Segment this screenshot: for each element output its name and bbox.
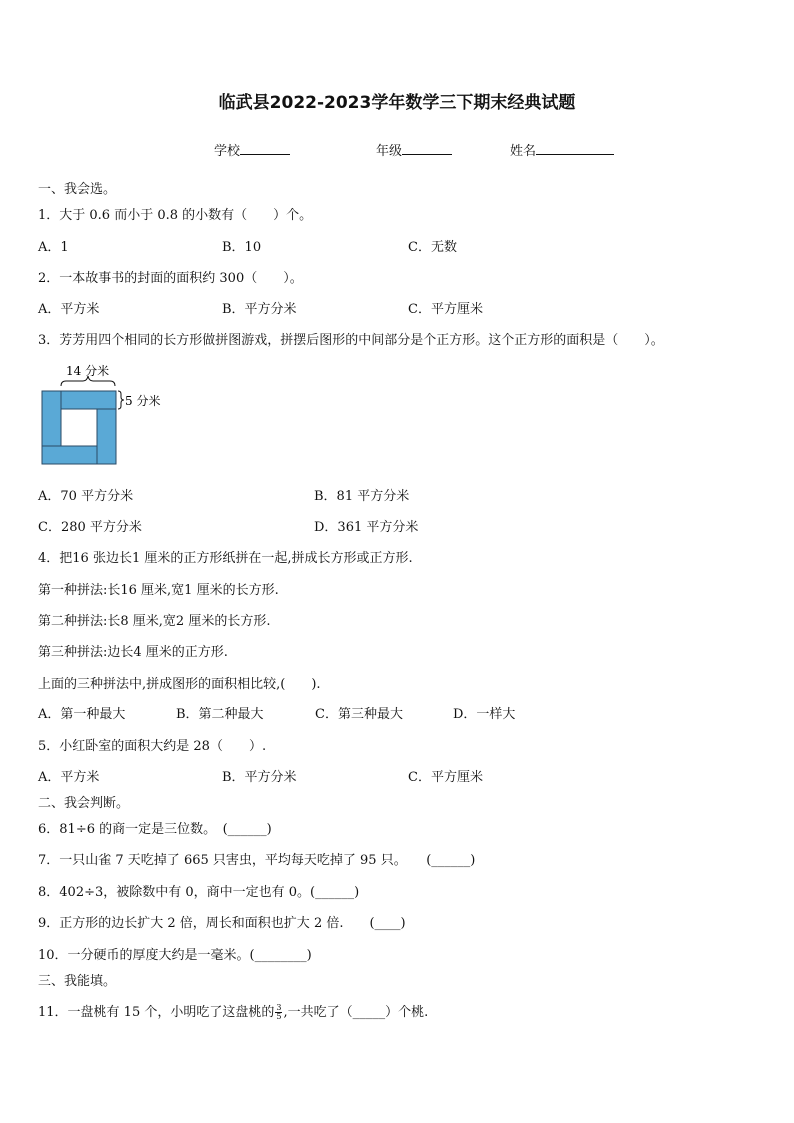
question-2: 2．一本故事书的封面的面积约 300（ ）。 [38,271,303,286]
figure-top-label: 14 分米 [66,364,110,378]
rect-top [61,391,116,409]
q3-option-a: A．70 平方分米 [38,489,134,504]
q4-method-2: 第二种拼法:长8 厘米,宽2 厘米的长方形. [38,614,271,629]
q5-option-b: B．平方分米 [222,770,297,785]
q1-option-a: A．1 [38,240,69,255]
question-6: 6．81÷6 的商一定是三位数。 (______) [38,822,272,837]
q3-option-d: D．361 平方分米 [314,520,419,535]
question-10: 10．一分硬币的厚度大约是一毫米。(________) [38,948,312,963]
q11-text-after: ,一共吃了（_____）个桃. [283,1005,429,1020]
q3-option-b: B．81 平方分米 [314,489,410,504]
school-field [214,140,290,159]
question-5: 5．小红卧室的面积大约是 28（ ）. [38,739,267,754]
grade-label: 年级 [376,144,403,159]
side-brace [118,391,124,409]
q3-figure [36,364,176,470]
question-1: 1．大于 0.6 而小于 0.8 的小数有（ ）个。 [38,208,313,223]
grade-blank [402,142,452,155]
question-11 [38,1004,428,1021]
q5-option-c: C．平方厘米 [408,770,483,785]
q5-option-a: A．平方米 [38,770,100,785]
q11-fraction [275,1004,282,1021]
question-7: 7．一只山雀 7 天吃掉了 665 只害虫，平均每天吃掉了 95 只。 (______) [38,853,476,868]
q2-option-a: A．平方米 [38,302,100,317]
page-title: 临武县2022-2023学年数学三下期末经典试题 [218,93,576,113]
q4-option-b: B．第二种最大 [176,707,264,722]
rect-right [97,409,116,464]
school-label: 学校 [214,144,241,159]
q4-option-a: A．第一种最大 [38,707,126,722]
name-label: 姓名 [510,144,537,159]
section-3-heading: 三、我能填。 [38,974,117,989]
figure-side-label: 5 分米 [125,394,161,408]
q11-fraction-denominator: 5 [276,1012,282,1021]
q4-option-c: C．第三种最大 [315,707,403,722]
q4-method-3: 第三种拼法:边长4 厘米的正方形. [38,645,228,660]
q4-option-d: D．一样大 [453,707,516,722]
center-square [61,409,97,446]
question-9: 9．正方形的边长扩大 2 倍，周长和面积也扩大 2 倍. (____) [38,916,406,931]
q4-method-1: 第一种拼法:长16 厘米,宽1 厘米的长方形. [38,583,279,598]
q2-option-c: C．平方厘米 [408,302,483,317]
grade-field [376,140,452,159]
q4-question: 上面的三种拼法中,拼成图形的面积相比较,( ). [38,677,321,692]
school-blank [240,142,290,155]
question-4: 4．把16 张边长1 厘米的正方形纸拼在一起,拼成长方形或正方形. [38,551,413,566]
question-8: 8．402÷3，被除数中有 0，商中一定也有 0。(______) [38,885,360,900]
q3-option-c: C．280 平方分米 [38,520,142,535]
q2-option-b: B．平方分米 [222,302,297,317]
q1-option-b: B．10 [222,240,262,255]
q11-fraction-numerator: 3 [276,1003,282,1012]
section-1-heading: 一、我会选。 [38,182,117,197]
q11-text-before: 11．一盘桃有 15 个，小明吃了这盘桃的 [38,1005,275,1020]
section-2-heading: 二、我会判断。 [38,796,130,811]
rect-left [42,391,61,446]
name-blank [536,142,614,155]
q1-option-c: C．无数 [408,240,457,255]
rect-bottom [42,446,97,464]
name-field [510,140,614,159]
question-3: 3．芳芳用四个相同的长方形做拼图游戏，拼摆后图形的中间部分是个正方形。这个正方形的面积是（ ）。 [38,333,664,348]
